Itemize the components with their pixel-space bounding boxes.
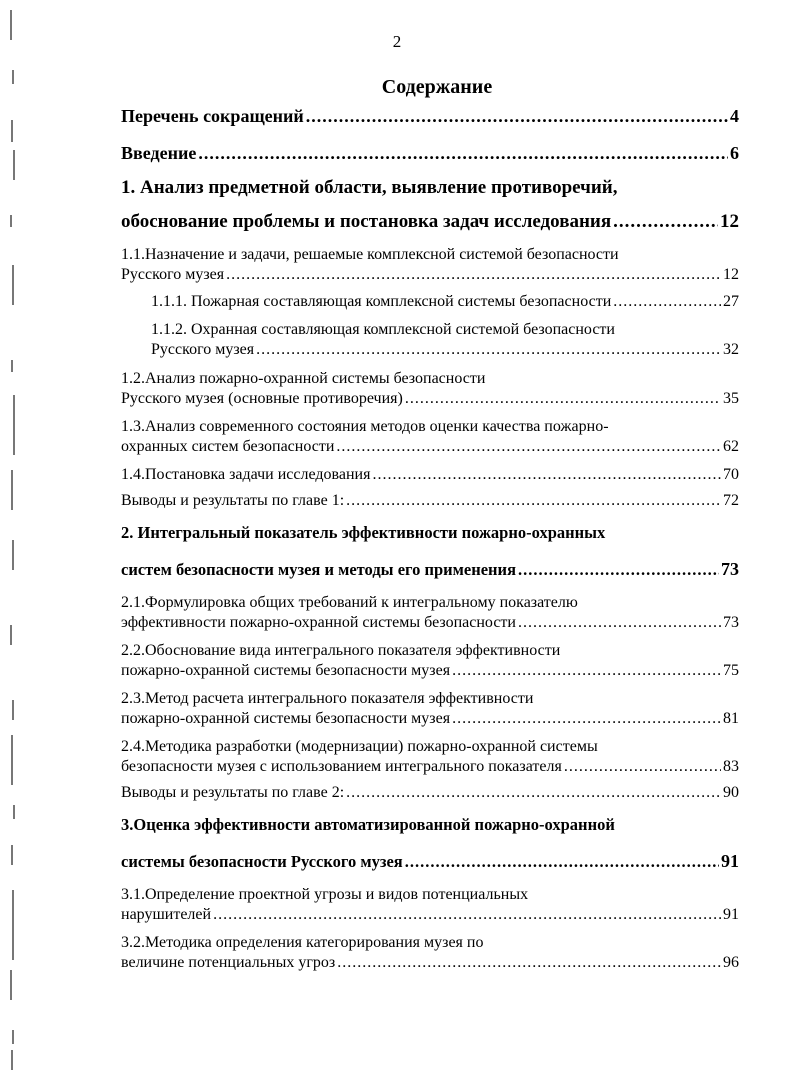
toc-section-1-2[interactable] (121, 369, 739, 409)
toc-entry-text-line1: 1.2.Анализ пожарно-охранной системы безопасности (121, 370, 486, 387)
toc-entry-text: Перечень сокращений (121, 106, 304, 126)
toc-page-number: 96 (723, 954, 739, 971)
toc-chapter-1[interactable] (121, 178, 739, 232)
page-number: 2 (392, 32, 402, 51)
toc-page-number: 81 (723, 710, 739, 727)
toc-entry-text-line2: пожарно-охранной системы безопасности музея (121, 662, 451, 679)
toc-section-1-conclusions[interactable] (121, 491, 739, 511)
leader-dots (337, 953, 721, 973)
toc-entry-text-line1: 1.1.Назначение и задачи, решаемые комплексной системой безопасности (121, 246, 619, 263)
leader-dots (452, 661, 721, 681)
leader-dots (518, 613, 721, 633)
toc-section-3-1[interactable] (121, 885, 739, 925)
leader-dots (405, 852, 719, 872)
toc-section-1-1-2[interactable] (151, 320, 739, 360)
toc-page-number: 73 (723, 614, 739, 631)
leader-dots (613, 292, 721, 312)
toc-section-1-3[interactable] (121, 417, 739, 457)
toc-page-number: 6 (730, 143, 739, 163)
leader-dots (405, 389, 721, 409)
toc-entry-text-line2: пожарно-охранной системы безопасности музея (121, 710, 451, 727)
toc-page-number: 12 (723, 266, 739, 283)
leader-dots (226, 265, 721, 285)
toc-entry-text-line1: 3.Оценка эффективности автоматизированной пожарно-охранной (121, 815, 615, 834)
toc-chapter-2[interactable] (121, 523, 739, 580)
toc-section-2-4[interactable] (121, 737, 739, 777)
toc-page-number: 72 (723, 492, 739, 509)
toc-entry-text-line1: 2. Интегральный показатель эффективности пожарно-охранных (121, 523, 606, 542)
toc-section-1-1[interactable] (121, 245, 739, 285)
leader-dots (346, 491, 721, 511)
toc-entry-text-line2: нарушителей (121, 906, 212, 923)
toc-entry-text: Выводы и результаты по главе 1: (121, 492, 345, 509)
toc-page-number: 75 (723, 662, 739, 679)
scan-margin-artifacts (4, 0, 26, 1079)
toc-page-number: 83 (723, 758, 739, 775)
toc-entry-text-line2: безопасности музея с использованием интегрального показателя (121, 758, 562, 775)
toc-entry-text-line1: 2.4.Методика разработки (модернизации) пожарно-охранной системы (121, 738, 598, 755)
toc-entry-text-line2: величине потенциальных угроз (121, 954, 336, 971)
leader-dots (198, 143, 728, 163)
page-title: Содержание (381, 76, 493, 98)
toc-page-number: 73 (721, 559, 739, 579)
leader-dots (306, 106, 728, 126)
toc-section-3-2[interactable] (121, 933, 739, 973)
toc-entry-text-line2: Русского музея (основные противоречия) (121, 390, 403, 407)
leader-dots (518, 560, 719, 580)
leader-dots (213, 905, 721, 925)
toc-section-2-conclusions[interactable] (121, 783, 739, 803)
leader-dots (564, 757, 721, 777)
toc-entry-text: Введение (121, 143, 197, 163)
toc-page-number: 90 (723, 784, 739, 801)
toc-entry-text: 1.4.Постановка задачи исследования (121, 466, 371, 483)
toc-page-number: 35 (723, 390, 739, 407)
toc-entry-text-line1: 1. Анализ предметной области, выявление противоречий, (121, 177, 618, 198)
toc-entry-text-line2: обоснование проблемы и постановка задач исследования (121, 211, 612, 232)
toc-page-number: 70 (723, 466, 739, 483)
toc-section-2-3[interactable] (121, 689, 739, 729)
toc-entry-text-line1: 3.2.Методика определения категорирования музея по (121, 934, 484, 951)
toc-entry-text-line2: Русского музея (151, 341, 255, 358)
toc-entry-text-line1: 2.1.Формулировка общих требований к интегральному показателю (121, 594, 578, 611)
toc-entry-text-line1: 1.3.Анализ современного состояния методов оценки качества пожарно- (121, 418, 609, 435)
toc-entry-abbreviations[interactable] (121, 106, 739, 126)
toc-entry-text: 1.1.1. Пожарная составляющая комплексной системы безопасности (151, 293, 612, 310)
toc-entry-text-line2: эффективности пожарно-охранной системы безопасности (121, 614, 516, 631)
toc-section-1-4[interactable] (121, 465, 739, 485)
toc-page-number: 32 (723, 341, 739, 358)
toc-entry-text-line2: охранных систем безопасности (121, 438, 335, 455)
toc-chapter-3[interactable] (121, 815, 739, 872)
leader-dots (613, 212, 718, 232)
leader-dots (372, 465, 721, 485)
toc-section-2-1[interactable] (121, 593, 739, 633)
toc-entry-text: Выводы и результаты по главе 2: (121, 784, 345, 801)
toc-entry-introduction[interactable] (121, 143, 739, 163)
toc-entry-text-line1: 1.1.2. Охранная составляющая комплексной системой безопасности (151, 321, 615, 338)
toc-page-number: 91 (723, 906, 739, 923)
toc-entry-text-line2: Русского музея (121, 266, 225, 283)
toc-entry-text-line2: системы безопасности Русского музея (121, 852, 403, 871)
toc-page-number: 91 (721, 851, 739, 871)
leader-dots (346, 783, 721, 803)
leader-dots (256, 340, 721, 360)
toc-page-number: 12 (720, 211, 739, 232)
toc-page-number: 62 (723, 438, 739, 455)
leader-dots (336, 437, 721, 457)
leader-dots (452, 709, 721, 729)
toc-section-1-1-1[interactable] (151, 292, 739, 312)
toc-entry-text-line1: 2.2.Обоснование вида интегрального показателя эффективности (121, 642, 561, 659)
toc-page-number: 27 (723, 293, 739, 310)
toc-page-number: 4 (730, 106, 739, 126)
toc-entry-text-line1: 2.3.Метод расчета интегрального показателя эффективности (121, 690, 534, 707)
toc-entry-text-line2: систем безопасности музея и методы его применения (121, 560, 516, 579)
toc-entry-text-line1: 3.1.Определение проектной угрозы и видов потенциальных (121, 886, 529, 903)
toc-section-2-2[interactable] (121, 641, 739, 681)
